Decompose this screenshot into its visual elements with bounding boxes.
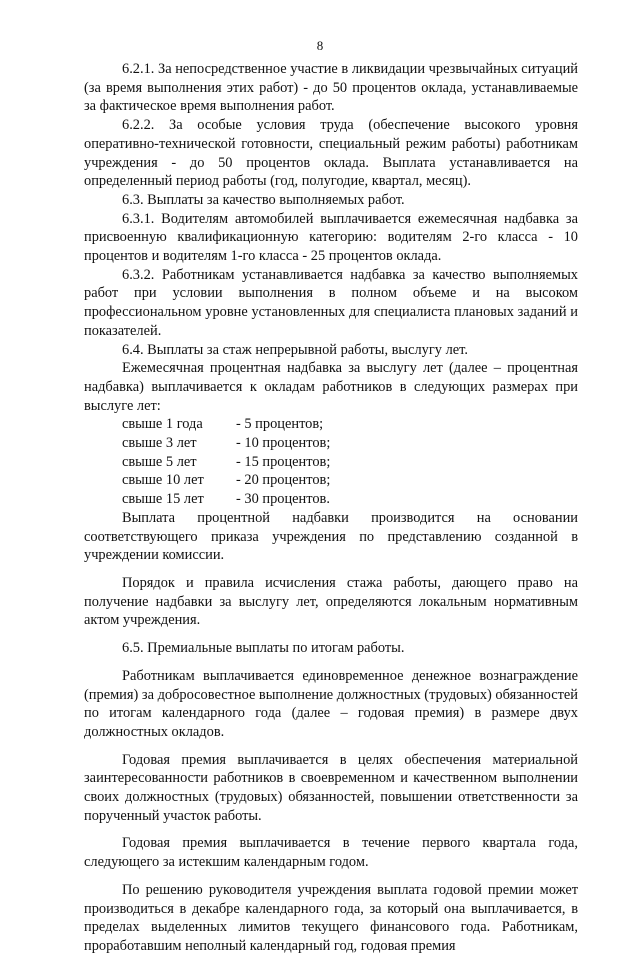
seniority-rate: - 20 процентов; bbox=[236, 472, 331, 489]
page-number: 8 bbox=[316, 38, 324, 53]
seniority-rate: - 15 процентов; bbox=[236, 453, 331, 470]
table-row bbox=[122, 434, 330, 453]
table-row bbox=[122, 471, 330, 490]
section-6-4-heading: 6.4. Выплаты за стаж непрерывной работы, выслугу лет. bbox=[122, 341, 468, 358]
table-row bbox=[122, 415, 330, 434]
annual-bonus-timing-paragraph: Годовая премия выплачивается в течение первого квартала года, следующего за истекшим календарным годом. bbox=[84, 835, 578, 871]
seniority-basis-paragraph: Выплата процентной надбавки производится на основании соответствующего приказа учреждения по представлению созданной в учреждении комиссии. bbox=[84, 509, 578, 564]
document-body bbox=[84, 60, 578, 956]
seniority-term: свыше 5 лет bbox=[122, 453, 197, 470]
clause-6-3-2: 6.3.2. Работникам устанавливается надбавка за качество выполняемых работ при условии выполнения в полном объеме и на высоком профессиональном уровне установленных для специалиста плановых заданий и показателей. bbox=[84, 266, 578, 339]
seniority-term: свыше 10 лет bbox=[122, 472, 204, 489]
seniority-rate: - 30 процентов. bbox=[236, 491, 330, 508]
seniority-term: свыше 3 лет bbox=[122, 435, 197, 452]
clause-6-2-1: 6.2.1. За непосредственное участие в ликвидации чрезвычайных ситуаций (за время выполнения этих работ) - до 50 процентов оклада, устанавливаемые за фактическое время выполнения работ. bbox=[84, 61, 578, 115]
seniority-term: свыше 15 лет bbox=[122, 491, 204, 508]
seniority-term: свыше 1 года bbox=[122, 416, 203, 433]
seniority-rules-paragraph: Порядок и правила исчисления стажа работы, дающего право на получение надбавки за выслугу лет, определяются локальным нормативным актом учреждения. bbox=[84, 574, 578, 629]
section-6-5-heading: 6.5. Премиальные выплаты по итогам работы. bbox=[122, 640, 405, 657]
seniority-intro: Ежемесячная процентная надбавка за выслугу лет (далее – процентная надбавка) выплачивается к окладам работников в следующих размерах при выслуге лет: bbox=[84, 360, 578, 414]
table-row bbox=[122, 490, 330, 509]
seniority-rate: - 5 процентов; bbox=[236, 416, 324, 433]
annual-bonus-paragraph: Работникам выплачивается единовременное денежное вознаграждение (премия) за добросовестное выполнение должностных (трудовых) обязанностей по итогам календарного года (далее – годовая премия) в размере двух должностных окладов. bbox=[84, 667, 578, 740]
clause-6-3-1: 6.3.1. Водителям автомобилей выплачивается ежемесячная надбавка за присвоенную квалификационную категорию: водителям 2-го класса - 10 процентов и водителям 1-го класса - 25 процентов оклада. bbox=[84, 210, 578, 265]
table-row bbox=[122, 453, 330, 472]
annual-bonus-december-paragraph: По решению руководителя учреждения выплата годовой премии может производиться в декабре календарного года, за который она выплачивается, в пределах выделенных лимитов текущего финансового года. Работникам, проработавшим неполный календарный год, годовая премия bbox=[84, 881, 578, 954]
seniority-table bbox=[122, 415, 330, 509]
annual-bonus-purpose-paragraph: Годовая премия выплачивается в целях обеспечения материальной заинтересованности работников в своевременном и качественном выполнении своих должностных (трудовых) обязанностей, повышении ответственности за порученный участок работы. bbox=[84, 751, 578, 824]
clause-6-2-2: 6.2.2. За особые условия труда (обеспечение высокого уровня оперативно-технической готовности, специальный режим работы) работникам учреждения - до 50 процентов оклада. Выплата устанавливается на определенный период работы (год, полугодие, квартал, месяц). bbox=[84, 117, 578, 190]
seniority-rate: - 10 процентов; bbox=[236, 435, 331, 452]
section-6-3-heading: 6.3. Выплаты за качество выполняемых работ. bbox=[122, 191, 405, 208]
